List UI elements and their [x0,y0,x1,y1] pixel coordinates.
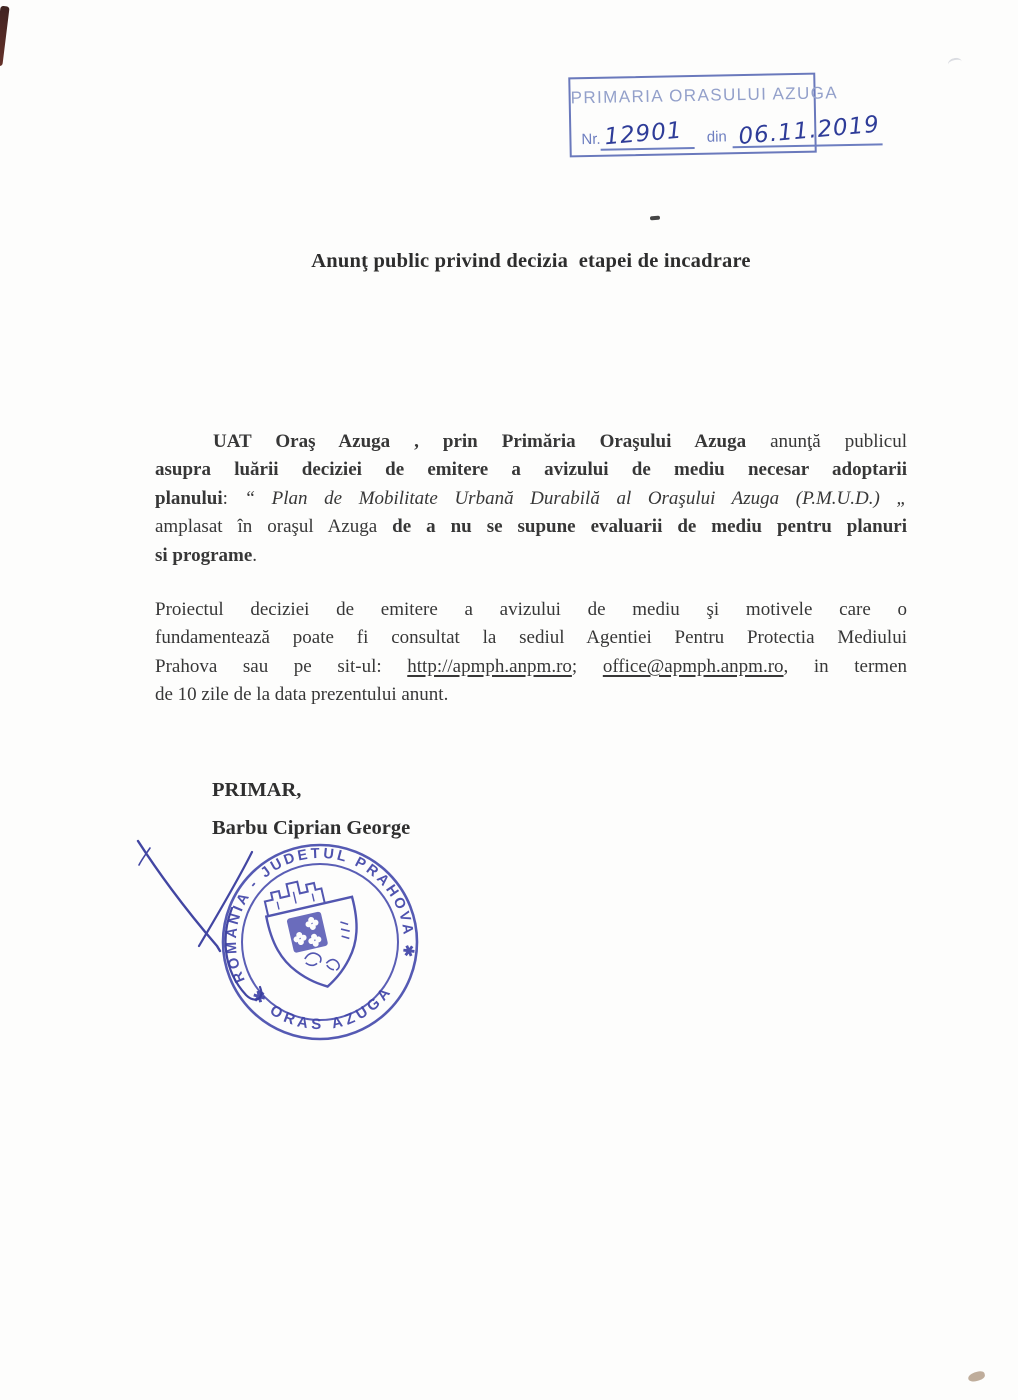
text-line [155,428,907,456]
paragraph-2 [155,596,907,710]
stamp-ring-text-top: ROMANIA - JUDETUL PRAHOVA ✱ [223,845,417,985]
text-line [155,456,907,484]
handwritten-registration-date: 06.11.2019 [737,111,882,151]
text-line [155,624,907,652]
text-segment: UAT Oraş Azuga , prin Primăria Oraşului Azuga [213,431,771,452]
text-line [155,513,907,541]
text-segment: , in termen [783,655,908,677]
signer-role: PRIMAR, [212,779,302,801]
signer-name: Barbu Ciprian George [212,817,411,839]
text-segment: Proiectul deciziei de emitere a avizului de mediu şi motivele care o [155,599,907,620]
din-label: din [706,128,727,146]
document-link[interactable]: http://apmph.anpm.ro [407,655,572,677]
text-segment: amplasat în oraşul Azuga [155,516,393,538]
text-line [155,653,907,681]
nr-label: Nr. [581,130,601,149]
registration-number-underline [600,117,695,151]
shield-chamois-mark-2 [326,958,340,972]
registration-number-row [581,111,883,151]
text-segment: de 10 zile de la data prezentului anunt. [155,684,449,706]
scan-artifact-bottom-right [967,1370,986,1383]
text-segment: de a nu se supune evaluarii de mediu pentru planuri [392,516,907,538]
text-line [155,596,907,624]
text-segment: . [252,544,258,566]
coat-of-arms [260,870,370,996]
shield-chamois-mark [304,951,322,966]
stray-dash-mark [650,216,660,221]
stamp-ring-text-bottom: ✱ ORAS AZUGA [248,981,397,1034]
text-segment: : [222,487,245,509]
text-segment: ; [571,655,603,677]
registration-stamp-box [568,73,882,158]
document-title: Anunţ public privind decizia etapei de incadrare [311,250,751,272]
text-line [155,681,907,709]
scan-artifact-left-edge [0,6,10,67]
text-segment: planului [155,487,223,509]
official-round-stamp [128,828,468,1063]
text-segment: Prahova sau pe sit-ul: [155,655,408,677]
text-segment: “ Plan de Mobilitate Urbană Durabilă al Oraşului Azuga (P.M.U.D.) „ [244,487,907,509]
scan-artifact-top-right [947,57,963,70]
text-segment: fundamentează poate fi consultat la sediul Agentiei Pentru Protectia Mediului [155,627,907,649]
text-segment: asupra luării deciziei de emitere a avizului de mediu necesar adoptarii [155,459,907,481]
text-segment: si programe [155,544,253,566]
signature-stroke-main [138,841,220,951]
shield-right-marks [338,920,351,940]
text-segment: anunţă publicul [770,431,907,452]
shield-blue-field [286,911,328,953]
text-line [155,485,907,513]
text-line [155,542,907,570]
document-link[interactable]: office@apmph.anpm.ro [602,655,784,677]
registration-date-underline [732,111,882,151]
paragraph-1 [155,428,907,570]
handwritten-registration-number: 12901 [603,117,684,151]
registration-office-name: PRIMARIA ORASULUI AZUGA [570,83,839,108]
